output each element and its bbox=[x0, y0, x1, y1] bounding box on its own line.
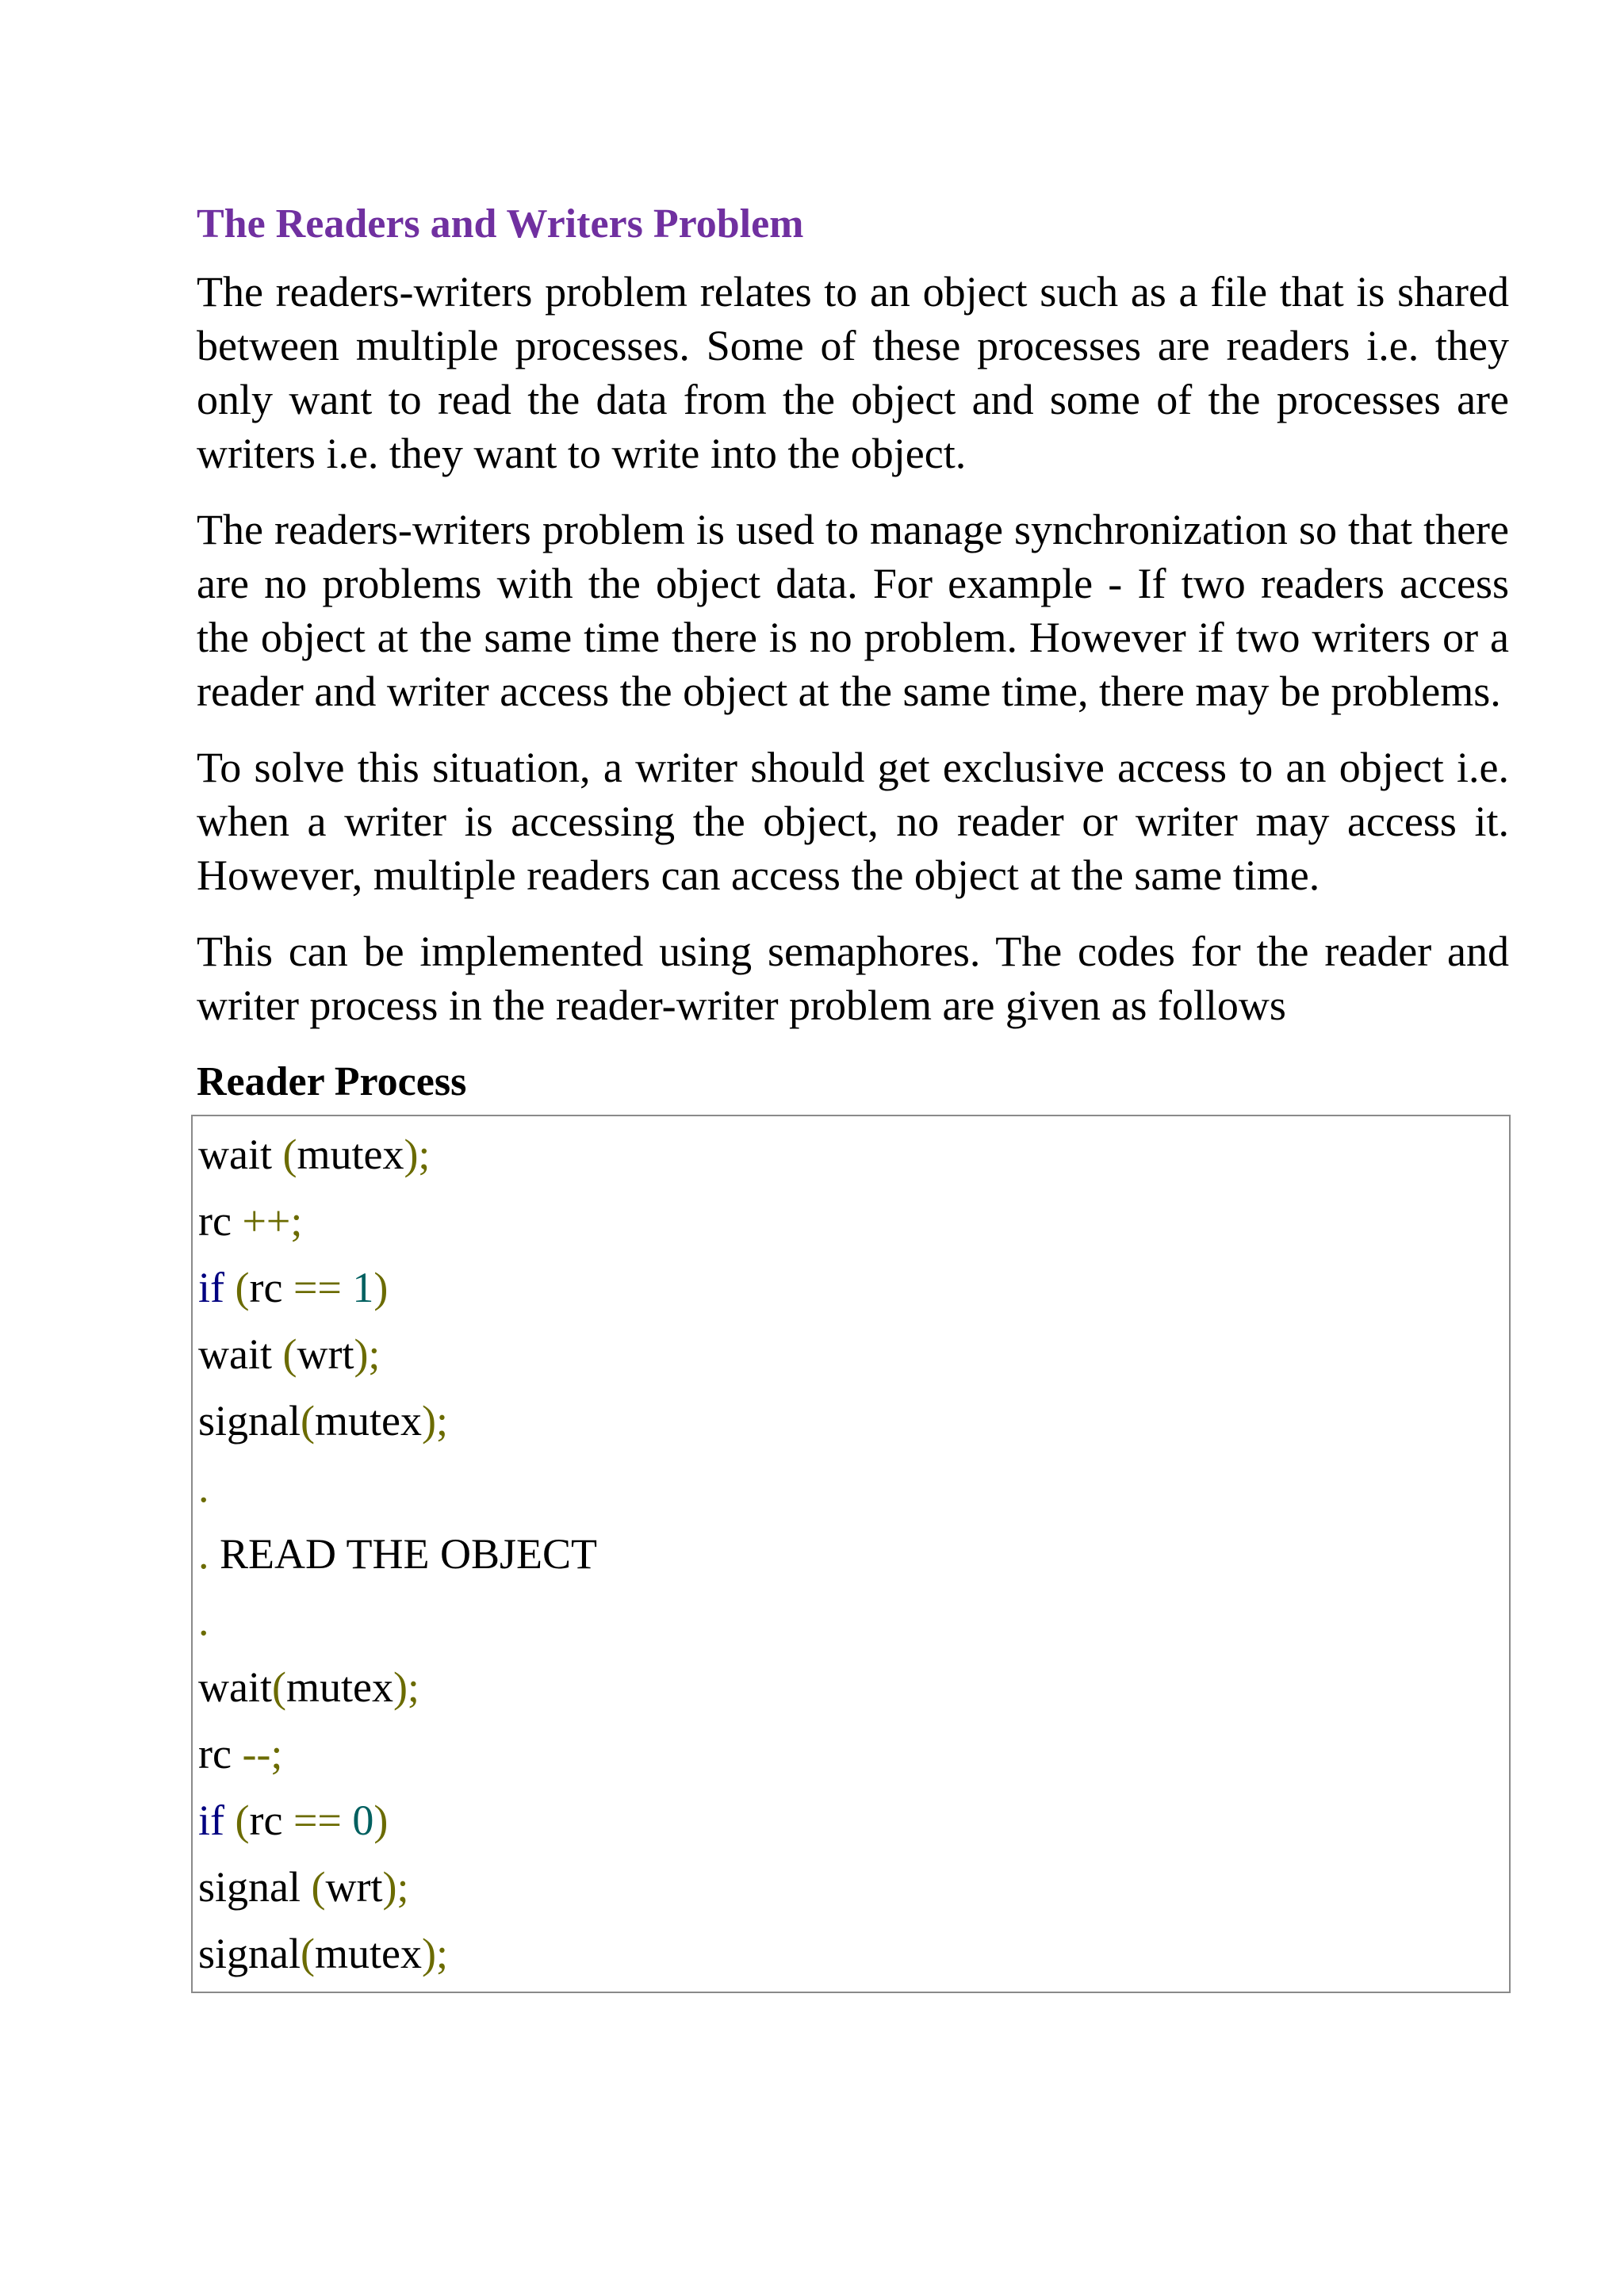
code-line bbox=[198, 1587, 1509, 1654]
paragraph-solution: To solve this situation, a writer should get exclusive access to an object i.e. when a writer is accessing the object, no reader or writer may access it. However, multiple readers can access the object at the same time. bbox=[197, 744, 1509, 899]
code-line bbox=[198, 1787, 1509, 1854]
code-token: wrt bbox=[325, 1863, 383, 1911]
code-token: ( bbox=[311, 1863, 326, 1911]
code-token: ( bbox=[301, 1930, 315, 1977]
code-line bbox=[198, 1121, 1509, 1188]
code-token: wait bbox=[198, 1663, 272, 1711]
code-line bbox=[198, 1454, 1509, 1521]
code-token: mutex bbox=[285, 1663, 393, 1711]
code-token: ( bbox=[282, 1330, 297, 1378]
code-line bbox=[198, 1254, 1509, 1321]
code-token: rc bbox=[198, 1197, 243, 1245]
code-token: rc bbox=[198, 1730, 243, 1777]
code-token: ); bbox=[421, 1930, 448, 1977]
code-token: 0 bbox=[352, 1797, 374, 1844]
code-token: wait bbox=[198, 1131, 283, 1178]
code-token: ++; bbox=[242, 1197, 303, 1245]
code-token: READ THE OBJECT bbox=[209, 1530, 598, 1578]
code-token: ); bbox=[404, 1131, 431, 1178]
code-token: ); bbox=[393, 1663, 419, 1711]
code-token: . bbox=[198, 1597, 209, 1644]
code-token: ( bbox=[282, 1131, 297, 1178]
page-title: The Readers and Writers Problem bbox=[197, 201, 804, 247]
document-page bbox=[197, 189, 1509, 1993]
code-token: ); bbox=[354, 1330, 381, 1378]
code-token: ( bbox=[224, 1797, 250, 1844]
code-line bbox=[198, 1521, 1509, 1587]
code-line bbox=[198, 1854, 1509, 1920]
code-block bbox=[191, 1115, 1511, 1993]
code-token: signal bbox=[198, 1863, 312, 1911]
code-token: mutex bbox=[314, 1397, 422, 1445]
code-token: mutex bbox=[314, 1930, 422, 1977]
code-line bbox=[198, 1387, 1509, 1454]
code-token: 1 bbox=[352, 1264, 374, 1311]
code-token: rc bbox=[249, 1264, 293, 1311]
code-token: wrt bbox=[297, 1330, 354, 1378]
code-token: ) bbox=[373, 1797, 389, 1844]
code-token: . bbox=[198, 1530, 209, 1578]
code-token: . bbox=[198, 1464, 209, 1511]
code-token: ( bbox=[224, 1264, 250, 1311]
code-line bbox=[198, 1321, 1509, 1387]
code-token: --; bbox=[242, 1730, 283, 1777]
code-token: ) bbox=[373, 1264, 389, 1311]
section-heading-reader-process: Reader Process bbox=[197, 1059, 467, 1104]
code-token: rc bbox=[249, 1797, 293, 1844]
code-line bbox=[198, 1654, 1509, 1720]
paragraph-semaphores: This can be implemented using semaphores. The codes for the reader and writer process in the reader-writer problem are given as follows bbox=[197, 928, 1509, 1029]
code-token: if bbox=[198, 1264, 224, 1311]
code-token: ( bbox=[301, 1397, 315, 1445]
code-token: == bbox=[293, 1797, 353, 1844]
code-token: ); bbox=[421, 1397, 448, 1445]
code-token: if bbox=[198, 1797, 224, 1844]
paragraph-intro: The readers-writers problem relates to an object such as a file that is shared between multiple processes. Some of these processes are readers i.e. they only want to read the data from the object and some of the processes are writers i.e. they want to write into the object. bbox=[197, 268, 1509, 477]
code-line bbox=[198, 1188, 1509, 1254]
code-token: ); bbox=[382, 1863, 409, 1911]
code-token: ( bbox=[271, 1663, 286, 1711]
code-line bbox=[198, 1920, 1509, 1987]
paragraph-synchronization: The readers-writers problem is used to manage synchronization so that there are no problems with the object data. For example - If two readers access the object at the same time there is no problem. However if two writers or a reader and writer access the object at the same time, there may be problems. bbox=[197, 506, 1509, 715]
code-token: == bbox=[293, 1264, 353, 1311]
code-token: wait bbox=[198, 1330, 283, 1378]
code-token: mutex bbox=[297, 1131, 404, 1178]
code-token: signal bbox=[198, 1397, 301, 1445]
code-line bbox=[198, 1720, 1509, 1787]
code-token: signal bbox=[198, 1930, 301, 1977]
